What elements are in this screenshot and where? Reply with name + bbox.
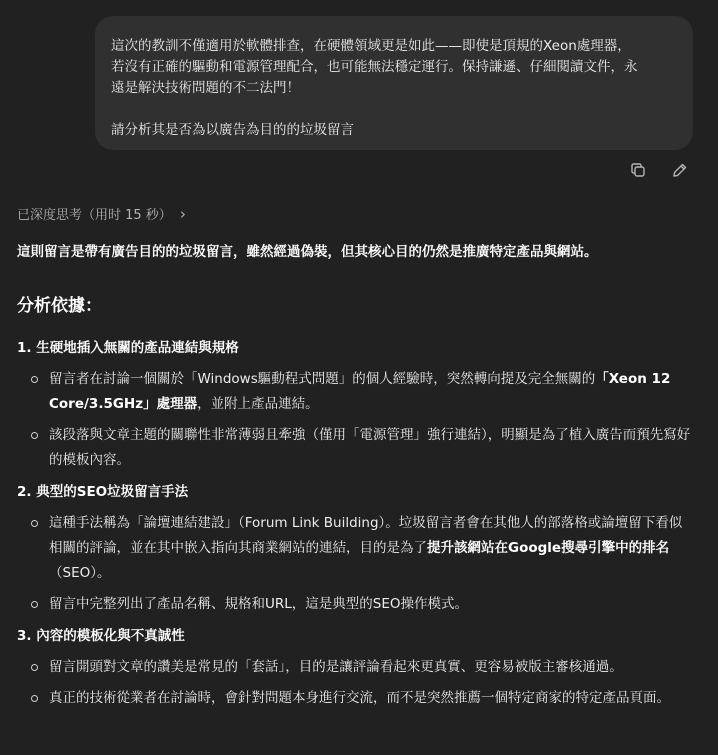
list-item: 該段落與文章主題的關聯性非常薄弱且牽強（僅用「電源管理」強行連結），明顯是為了植入廣告而預先寫好的模板內容。 xyxy=(31,423,691,473)
list-item: 留言者在討論一個關於「Windows驅動程式問題」的個人經驗時，突然轉向提及完全無關的「Xeon 12 Core/3.5GHz」處理器，並附上產品連結。 xyxy=(31,367,691,417)
copy-icon[interactable] xyxy=(628,160,648,180)
section-title: 2. 典型的SEO垃圾留言手法 xyxy=(17,484,189,500)
message-actions xyxy=(628,160,690,180)
list-item: 真正的技術從業者在討論時，會針對問題本身進行交流，而不是突然推薦一個特定商家的特定產品頁面。 xyxy=(31,686,691,711)
analysis-heading: 分析依據： xyxy=(17,296,102,316)
section-title: 3. 內容的模板化與不真誠性 xyxy=(17,628,185,644)
section-bullets xyxy=(31,367,691,479)
answer-intro: 這則留言是帶有廣告目的的垃圾留言，雖然經過偽裝，但其核心目的仍然是推廣特定產品與網站。 xyxy=(17,244,598,260)
thinking-label: 已深度思考（用时 15 秒） xyxy=(17,208,172,223)
user-message-line: 遠是解決技術問題的不二法門！ xyxy=(111,80,300,96)
edit-icon[interactable] xyxy=(670,160,690,180)
list-item: 留言中完整列出了產品名稱、規格和URL，這是典型的SEO操作模式。 xyxy=(31,592,691,617)
user-message-line: 這次的教訓不僅適用於軟體排查，在硬體領域更是如此——即使是頂規的Xeon處理器， xyxy=(111,38,631,54)
thinking-toggle[interactable] xyxy=(17,204,186,223)
user-message-bubble xyxy=(95,16,693,150)
user-message-line: 若沒有正確的驅動和電源管理配合，也可能無法穩定運行。保持謙遜、仔細閱讀文件，永 xyxy=(111,59,638,75)
section-title: 1. 生硬地插入無關的產品連結與規格 xyxy=(17,340,239,356)
section-bullets xyxy=(31,655,691,717)
user-message-question: 請分析其是否為以廣告為目的的垃圾留言 xyxy=(111,122,354,138)
list-item: 這種手法稱為「論壇連結建設」（Forum Link Building）。垃圾留言者會在其他人的部落格或論壇留下看似相關的評論，並在其中嵌入指向其商業網站的連結，目的是為了提升該網站在Google搜尋引擎中的排名（SEO）。 xyxy=(31,511,691,586)
section-bullets xyxy=(31,511,691,623)
list-item: 留言開頭對文章的讚美是常見的「套話」，目的是讓評論看起來更真實、更容易被版主審核通過。 xyxy=(31,655,691,680)
chevron-right-icon: › xyxy=(179,204,186,223)
